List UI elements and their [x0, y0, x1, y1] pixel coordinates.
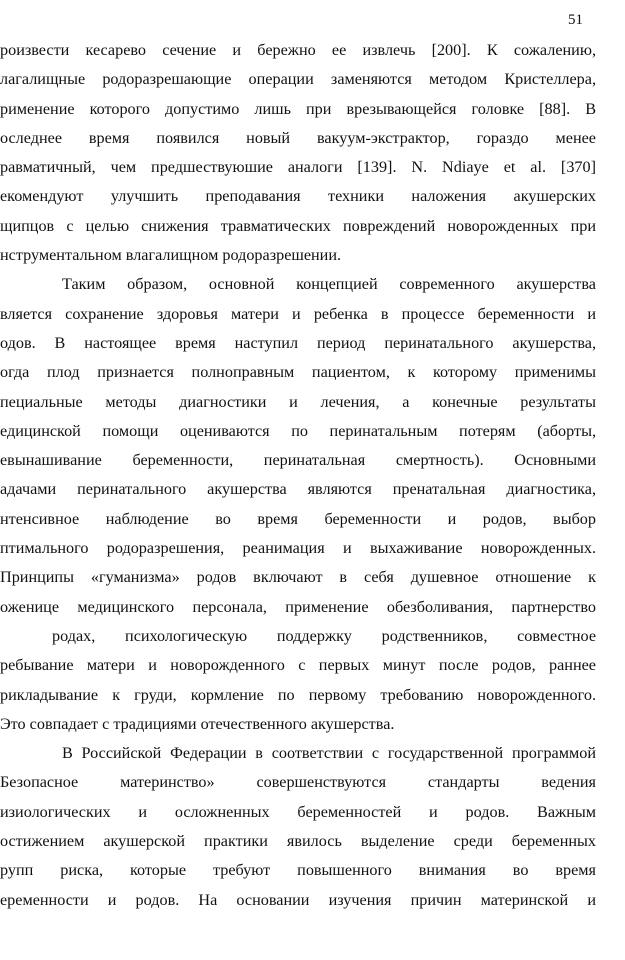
- text-line: нтенсивное наблюдение во время беременности и родов, выбор: [0, 509, 596, 528]
- text-line: вляется сохранение здоровья матери и ребенка в процессе беременности и: [0, 304, 596, 323]
- paragraph-3: [0, 739, 596, 915]
- paragraph-1: [0, 36, 596, 270]
- text-line: одов. В настоящее время наступил период перинатального акушерства,: [0, 333, 596, 352]
- text-line: птимального родоразрешения, реанимация и выхаживание новорожденных.: [0, 539, 596, 558]
- text-line: огда плод признается полноправным пациентом, к которому применимы: [0, 363, 596, 382]
- text-line: ребывание матери и новорожденного с первых минут после родов, раннее: [0, 656, 596, 675]
- text-line: Это совпадает с традициями отечественного акушерства.: [0, 714, 395, 733]
- paragraph-2: [0, 270, 596, 739]
- text-line: Безопасное материнство» совершенствуются стандарты ведения: [0, 773, 596, 792]
- text-line: евынашивание беременности, перинатальная смертность). Основными: [0, 451, 596, 470]
- document-body: [0, 36, 596, 915]
- text-line: оследнее время появился новый вакуум-экстрактор, гораздо менее: [0, 128, 596, 147]
- text-line: Принципы «гуманизма» родов включают в себя душевное отношение к: [0, 568, 596, 587]
- text-line: адачами перинатального акушерства являются пренатальная диагностика,: [0, 480, 596, 499]
- text-line: остижением акушерской практики явилось выделение среди беременных: [0, 832, 596, 851]
- text-line: роизвести кесарево сечение и бережно ее извлечь [200]. К сожалению,: [0, 41, 596, 59]
- text-line: щипцов с целью снижения травматических повреждений новорожденных при: [0, 216, 596, 235]
- text-line: пециальные методы диагностики и лечения, а конечные результаты: [0, 392, 596, 411]
- text-line: рикладывание к груди, кормление по первому требованию новорожденного.: [0, 685, 596, 704]
- text-line: равматичный, чем предшествуюшие аналоги [139]. N. Ndiaye et al. [370]: [0, 158, 596, 177]
- text-line: лагалищные родоразрешающие операции заменяются методом Кристеллера,: [0, 70, 596, 89]
- text-line: В Российской Федерации в соответствии с государственной программой: [62, 744, 596, 763]
- page-number: 51: [568, 12, 583, 28]
- text-line: нструментальном влагалищном родоразрешении.: [0, 246, 342, 265]
- text-line: изиологических и осложненных беременностей и родов. Важным: [0, 802, 596, 821]
- text-line: еременности и родов. На основании изучения причин материнской и: [0, 890, 596, 909]
- text-line: Таким образом, основной концепцией современного акушерства: [62, 275, 596, 294]
- text-line: едицинской помощи оцениваются по перинатальным потерям (аборты,: [0, 421, 596, 440]
- text-line: родах, психологическую поддержку родственников, совместное: [52, 626, 596, 645]
- text-line: екомендуют улучшить преподавания техники наложения акушерских: [0, 187, 596, 206]
- text-line: рупп риска, которые требуют повышенного внимания во время: [0, 861, 596, 880]
- text-line: рименение которого допустимо лишь при врезывающейся головке [88]. В: [0, 99, 596, 118]
- text-line: оженице медицинского персонала, применение обезболивания, партнерство: [0, 597, 596, 616]
